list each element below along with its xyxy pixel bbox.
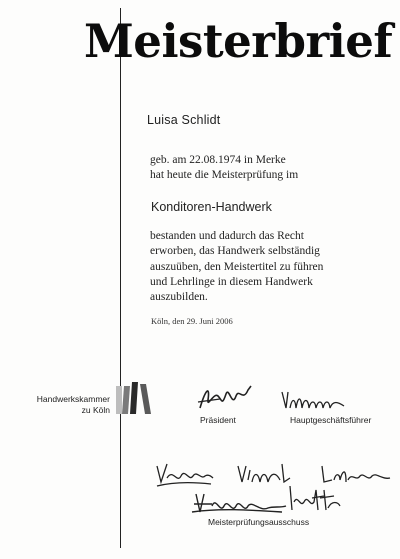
issuer-line: Handwerkskammer bbox=[36, 394, 110, 404]
certificate-title: Meisterbrief bbox=[84, 13, 393, 68]
recipient-name: Luisa Schlidt bbox=[147, 113, 221, 127]
vertical-rule bbox=[120, 8, 121, 548]
rights-line: auszubilden. bbox=[150, 291, 208, 304]
rights-line: auszuüben, den Meistertitel zu führen bbox=[150, 260, 324, 273]
chamber-logo-icon bbox=[116, 382, 152, 414]
place-and-date: Köln, den 29. Juni 2006 bbox=[151, 316, 233, 326]
committee-role: Meisterprüfungsausschuss bbox=[208, 517, 310, 527]
manager-role: Hauptgeschäftsführer bbox=[290, 415, 372, 425]
committee-signature bbox=[153, 460, 215, 490]
president-signature bbox=[196, 382, 256, 414]
issuer-line: zu Köln bbox=[81, 405, 110, 415]
committee-signature bbox=[190, 490, 290, 518]
rights-line: erworben, das Handwerk selbständig bbox=[150, 245, 320, 258]
manager-signature bbox=[278, 386, 350, 414]
rights-line: und Lehrlinge in diesem Handwerk bbox=[150, 275, 313, 288]
issuer-name bbox=[26, 394, 110, 416]
president-role: Präsident bbox=[200, 415, 236, 425]
committee-signature bbox=[284, 484, 344, 516]
rights-line: bestanden und dadurch das Recht bbox=[150, 230, 304, 242]
exam-line: hat heute die Meisterprüfung im bbox=[150, 169, 299, 182]
trade-name: Konditoren-Handwerk bbox=[151, 200, 272, 214]
birth-statement bbox=[150, 153, 298, 184]
birth-line: geb. am 22.08.1974 in Merke bbox=[150, 154, 286, 166]
rights-statement bbox=[150, 229, 323, 305]
